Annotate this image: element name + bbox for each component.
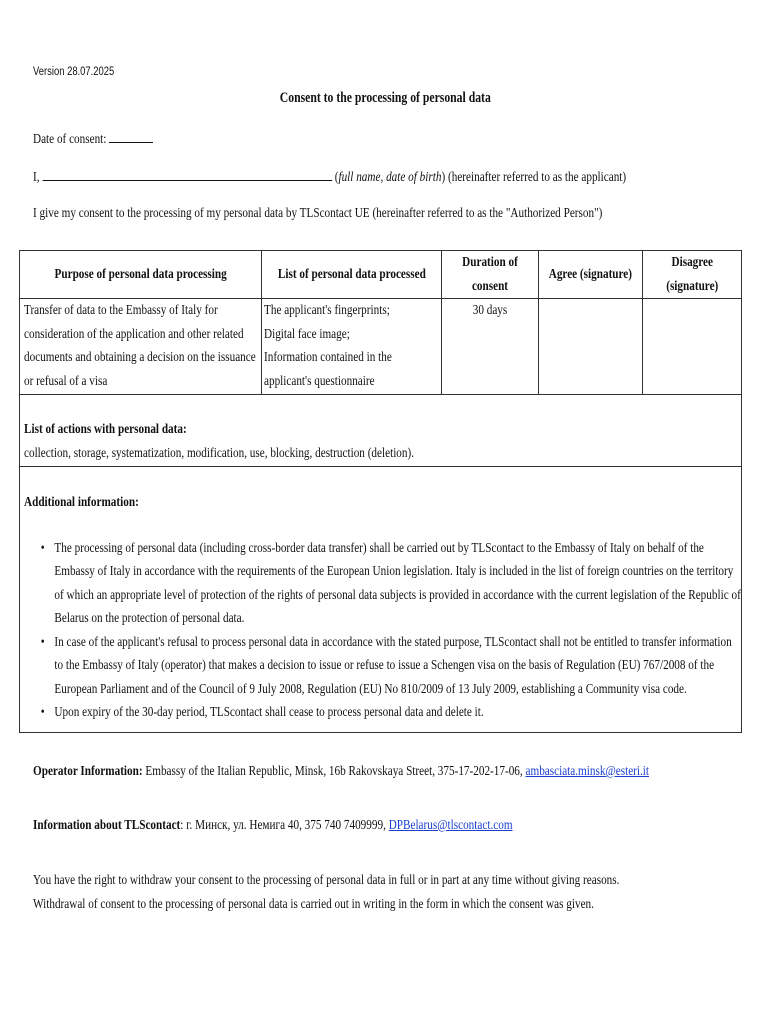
- list-item: Digital face image;: [264, 326, 350, 342]
- duration-cell: [442, 299, 539, 395]
- header-disagree-cell: [643, 251, 742, 299]
- header-duration: Duration of consent: [462, 255, 518, 294]
- agree-signature-cell[interactable]: [539, 299, 643, 395]
- consent-table: [19, 250, 742, 733]
- duration-value: 30 days: [472, 303, 508, 318]
- header-disagree: Disagree (signature): [665, 255, 719, 294]
- tlscontact-info: [33, 818, 513, 834]
- header-purpose: Purpose of personal data processing: [54, 266, 227, 282]
- actions-block: [24, 418, 741, 465]
- operator-label: Operator Information:: [33, 764, 143, 779]
- header-list: List of personal data processed: [277, 266, 426, 282]
- additional-info-block: [24, 491, 741, 725]
- tlscontact-email-link[interactable]: DPBelarus@tlscontact.com: [388, 818, 513, 833]
- operator-text: Embassy of the Italian Republic, Minsk, 16b Rakovskaya Street, 375-17-202-17-06,: [142, 764, 526, 779]
- additional-info-cell: [20, 467, 742, 733]
- document-title: Consent to the processing of personal data: [279, 90, 491, 106]
- version-label: Version 28.07.2025: [33, 66, 115, 78]
- tlscontact-label: Information about TLScontact: [33, 818, 181, 833]
- date-of-consent-line: [33, 128, 153, 148]
- applicant-line: [33, 166, 626, 186]
- additional-info-title: Additional information:: [24, 495, 139, 510]
- applicant-prefix: I,: [33, 170, 40, 185]
- header-agree: Agree (signature): [548, 266, 633, 282]
- actions-title: List of actions with personal data:: [24, 422, 187, 437]
- purpose-cell: [20, 299, 262, 395]
- header-purpose-cell: [20, 251, 262, 299]
- list-item: • The processing of personal data (including cross-border data transfer) shall be carried out by TLScontact to the Embassy of Italy on behalf of the Embassy of Italy in accordance with the requirements of the European Union legislation. Italy is included in the list of foreign countries on the territory of which an appropriate level of protection of the rights of personal data subjects is provided in accordance with the current legislation of the Republic of Belarus on the protection of personal data.: [24, 537, 741, 631]
- table-header-row: [20, 251, 742, 299]
- applicant-hint-wrap: (full name, date of birth): [334, 170, 446, 185]
- personal-data-list: [264, 299, 441, 393]
- operator-info: [33, 764, 649, 780]
- footer-notes: [33, 869, 619, 917]
- table-row: [20, 299, 742, 395]
- consent-statement: I give my consent to the processing of my personal data by TLScontact UE (hereinafter referred to as the "Authorized Person"): [33, 206, 603, 221]
- additional-info-row: [20, 467, 742, 733]
- operator-email-link[interactable]: ambasciata.minsk@esteri.it: [525, 764, 650, 779]
- header-duration-cell: [442, 251, 539, 299]
- list-cell: [262, 299, 442, 395]
- list-item: • Upon expiry of the 30-day period, TLScontact shall cease to process personal data and delete it.: [24, 701, 741, 725]
- list-item: Information contained in the applicant's questionnaire: [264, 350, 392, 389]
- actions-text: collection, storage, systematization, modification, use, blocking, destruction (deletion).: [24, 445, 415, 461]
- list-item: • In case of the applicant's refusal to process personal data in accordance with the stated purpose, TLScontact shall not be entitled to transfer information to the Embassy of Italy (operator) that makes a decision to issue or refuse to issue a Schengen visa on the basis of Regulation (EU) 767/2008 of the European Parliament and of the Council of 9 July 2008, Regulation (EU) No 810/2009 of 13 July 2009, establishing a Community visa code.: [24, 631, 741, 702]
- actions-cell: [20, 395, 742, 467]
- applicant-hint: full name, date of birth: [338, 170, 442, 185]
- date-of-consent-label: Date of consent:: [33, 132, 107, 147]
- date-of-consent-field[interactable]: [109, 128, 153, 143]
- purpose-text: Transfer of data to the Embassy of Italy for consideration of the application and other related documents and obtaining a decision on the issuance or refusal of a visa: [24, 303, 256, 389]
- disagree-signature-cell[interactable]: [643, 299, 742, 395]
- document-title-wrap: [0, 89, 770, 107]
- tlscontact-text: : г. Минск, ул. Немига 40, 375 740 7409999,: [180, 818, 389, 833]
- applicant-name-field[interactable]: [42, 166, 332, 181]
- applicant-suffix: (hereinafter referred to as the applicant): [447, 170, 627, 185]
- header-agree-cell: [539, 251, 643, 299]
- additional-info-list: [24, 537, 741, 725]
- footer-line: Withdrawal of consent to the processing of personal data is carried out in writing in the form in which the consent was given.: [33, 897, 594, 912]
- actions-row: [20, 395, 742, 467]
- header-list-cell: [262, 251, 442, 299]
- list-item: The applicant's fingerprints;: [264, 303, 390, 318]
- footer-line: You have the right to withdraw your consent to the processing of personal data in full or in part at any time without giving reasons.: [33, 873, 620, 888]
